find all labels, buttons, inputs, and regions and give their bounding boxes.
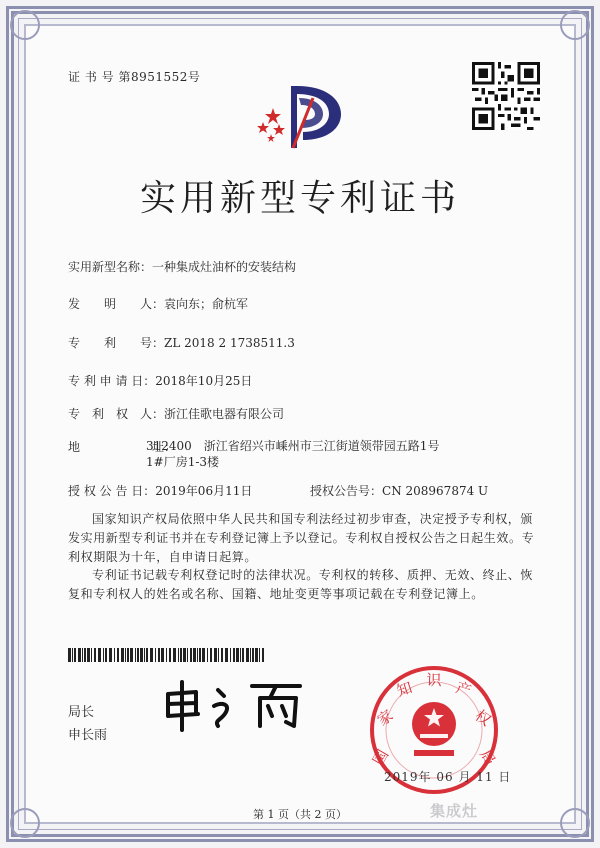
barcode-bar: [210, 648, 212, 662]
barcode-bar: [74, 648, 76, 662]
grant-statement-paragraph: 国家知识产权局依照中华人民共和国专利法经过初步审查，决定授予专利权，颁发实用新型专利证书并在专利登记簿上予以登记。专利权自授权公告之日起生效。专利权期限为十年，自申请日起算。: [68, 512, 535, 564]
barcode-bar: [252, 648, 254, 662]
barcode-bar: [221, 648, 223, 662]
barcode-bar: [146, 648, 148, 662]
patentee-row: [68, 405, 284, 422]
barcode-bar: [230, 648, 231, 662]
certificate-number: 证 书 号 第8951552号: [68, 70, 201, 84]
barcode-bar: [137, 648, 139, 662]
barcode-bar: [91, 648, 92, 662]
grant-date-value: 2019年06月11日: [155, 484, 253, 498]
barcode-bar: [199, 648, 201, 662]
barcode-bar: [135, 648, 136, 662]
signatory-title: 局长: [68, 705, 95, 720]
utility-model-name-value: 一种集成灶油杯的安装结构: [152, 260, 297, 274]
barcode-bar: [94, 648, 96, 662]
barcode-bar: [114, 648, 115, 662]
grant-number-row: [310, 482, 488, 499]
corner-ornament: [560, 10, 590, 40]
barcode-bar: [240, 648, 241, 662]
inventor-row: [68, 295, 248, 312]
svg-text:权: 权: [471, 706, 495, 730]
barcode-bar: [178, 648, 179, 662]
barcode-bar: [225, 648, 228, 662]
barcode-bar: [218, 648, 219, 662]
grant-number-value: CN 208967874 U: [382, 484, 489, 498]
patentee-value: 浙江佳歌电器有限公司: [164, 407, 285, 421]
svg-text:国: 国: [369, 746, 393, 769]
qr-code-icon: [472, 62, 540, 130]
barcode-bar: [242, 648, 244, 662]
barcode-bar: [155, 648, 156, 662]
barcode-bar: [87, 648, 90, 662]
barcode-bar: [121, 648, 124, 662]
barcode-bar: [214, 648, 217, 662]
barcode-bar: [262, 648, 264, 662]
watermark-text: 集成灶: [430, 802, 479, 820]
patent-number-value: ZL 2018 2 1738511.3: [164, 336, 295, 350]
handwritten-signature: [160, 676, 320, 734]
patent-number-label: 专 利 号：: [68, 336, 165, 350]
filing-date-row: [68, 372, 252, 389]
barcode-bar: [144, 648, 145, 662]
filing-date-label: 专 利 申 请 日：: [68, 374, 156, 388]
barcode-bar: [183, 648, 186, 662]
certificate-title: 实用新型专利证书: [139, 178, 460, 219]
barcode-bar: [117, 648, 119, 662]
barcode-bar: [236, 648, 239, 662]
page-number: 第 1 页（共 2 页）: [253, 808, 347, 821]
barcode-icon: [68, 648, 268, 662]
barcode-bar: [127, 648, 129, 662]
grant-date-row: [68, 482, 252, 499]
barcode-bar: [190, 648, 192, 662]
barcode-bar: [173, 648, 176, 662]
patent-office-logo-icon: [255, 78, 350, 156]
barcode-bar: [140, 648, 143, 662]
grant-number-label: 授权公告号：: [310, 484, 383, 498]
signatory-name: 申长雨: [68, 728, 108, 743]
address-label: 地 址：: [68, 440, 177, 454]
barcode-bar: [105, 648, 107, 662]
barcode-bar: [202, 648, 205, 662]
barcode-bar: [197, 648, 198, 662]
barcode-bar: [161, 648, 164, 662]
svg-text:知: 知: [394, 678, 415, 701]
legal-status-paragraph: 专利证书记载专利权登记时的法律状况。专利权的转移、质押、无效、终止、恢复和专利权人的姓名或名称、国籍、地址变更等事项记载在专利登记簿上。: [68, 568, 534, 601]
svg-text:局: 局: [475, 746, 499, 769]
barcode-bar: [246, 648, 249, 662]
barcode-bar: [180, 648, 182, 662]
inventor-value: 袁向东；俞杭军: [164, 297, 249, 311]
utility-model-name-row: [68, 258, 296, 275]
patentee-label: 专 利 权 人：: [68, 407, 165, 421]
utility-model-name-label: 实用新型名称：: [68, 260, 153, 274]
barcode-bar: [255, 648, 258, 662]
barcode-bar: [187, 648, 188, 662]
barcode-bar: [193, 648, 196, 662]
barcode-bar: [150, 648, 153, 662]
address-value: 312400 浙江省绍兴市嵊州市三江街道领带园五路1号1#厂房1-3楼: [146, 439, 440, 469]
barcode-bar: [130, 648, 133, 662]
barcode-bar: [207, 648, 208, 662]
barcode-bar: [169, 648, 171, 662]
barcode-bar: [78, 648, 81, 662]
barcode-bar: [72, 648, 73, 662]
barcode-bar: [250, 648, 251, 662]
barcode-bar: [103, 648, 104, 662]
barcode-bar: [84, 648, 86, 662]
barcode-bar: [233, 648, 235, 662]
svg-text:产: 产: [453, 678, 474, 701]
inventor-label: 发 明 人：: [68, 297, 165, 311]
patent-number-row: [68, 334, 295, 351]
barcode-bar: [98, 648, 101, 662]
grant-date-label: 授 权 公 告 日：: [68, 484, 156, 498]
barcode-bar: [259, 648, 260, 662]
barcode-bar: [166, 648, 167, 662]
barcode-bar: [125, 648, 126, 662]
seal-date: 2019年 06 月 11 日: [384, 770, 512, 784]
barcode-bar: [109, 648, 112, 662]
barcode-bar: [158, 648, 160, 662]
svg-text:识: 识: [426, 671, 442, 689]
svg-text:家: 家: [373, 706, 397, 730]
barcode-bar: [82, 648, 83, 662]
corner-ornament: [10, 10, 40, 40]
barcode-bar: [68, 648, 71, 662]
filing-date-value: 2018年10月25日: [155, 374, 253, 388]
